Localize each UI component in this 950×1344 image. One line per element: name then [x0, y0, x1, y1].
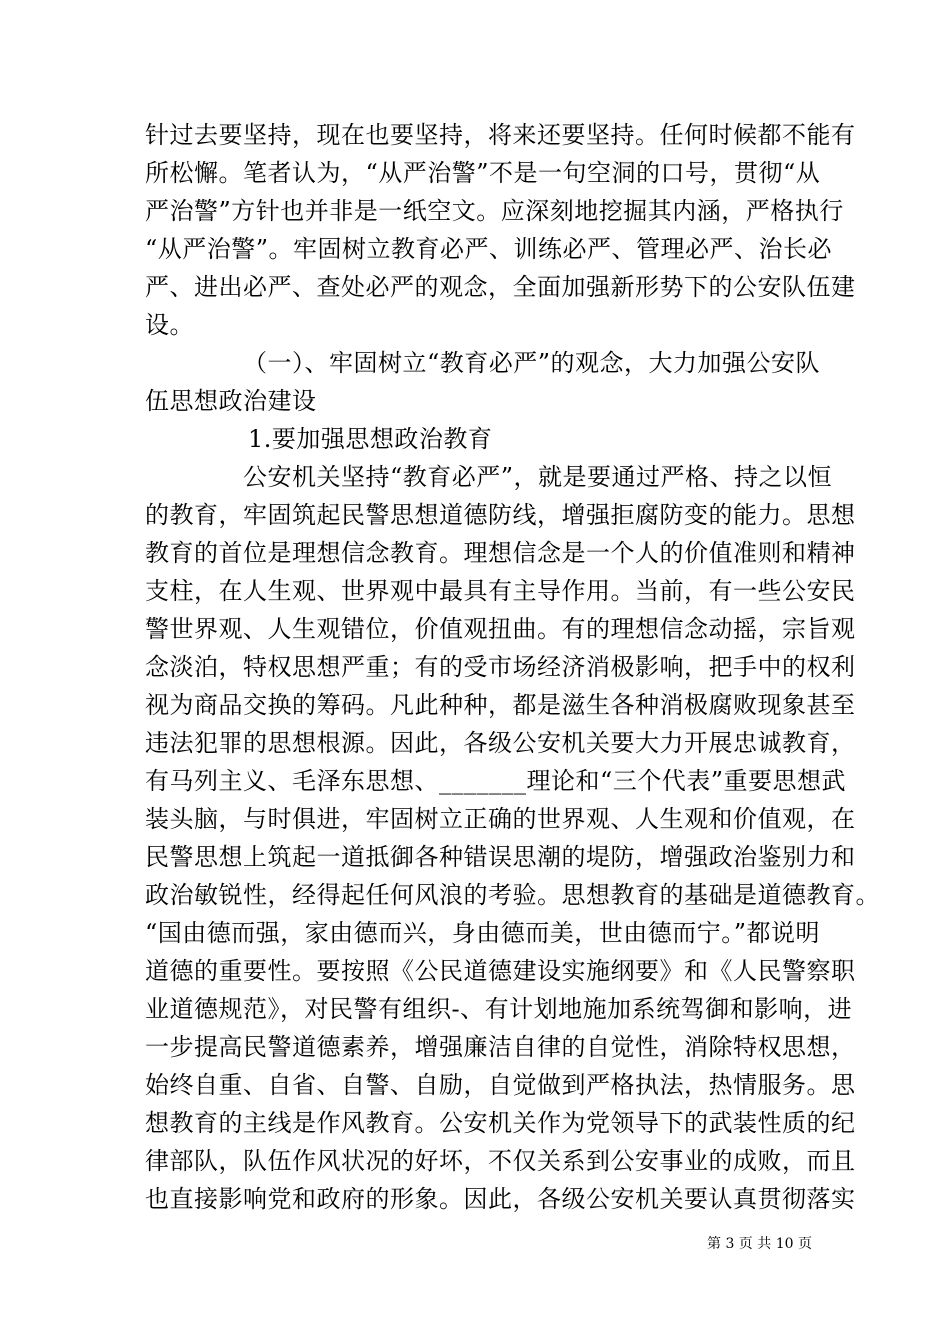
- body-line: “从严治警”。牢固树立教育必严、训练必严、管理必严、治长必: [145, 235, 833, 263]
- body-line: 所松懈。笔者认为，“从严治警”不是一句空洞的口号，贯彻“从: [145, 159, 821, 187]
- body-line: 严、进出必严、查处必严的观念，全面加强新形势下的公安队伍建: [145, 273, 856, 301]
- subsection-heading: 1.要加强思想政治教育: [248, 425, 493, 453]
- body-line: 支柱，在人生观、世界观中最具有主导作用。当前，有一些公安民: [145, 577, 856, 605]
- body-line: 违法犯罪的思想根源。因此，各级公安机关要大力开展忠诚教育，: [145, 729, 856, 757]
- body-line: 有马列主义、毛泽东思想、_______理论和“三个代表”重要思想武: [145, 767, 847, 795]
- body-line: 的教育，牢固筑起民警思想道德防线，增强拒腐防变的能力。思想: [145, 501, 856, 529]
- body-line: 也直接影响党和政府的形象。因此，各级公安机关要认真贯彻落实: [145, 1185, 856, 1213]
- body-line: 教育的首位是理想信念教育。理想信念是一个人的价值准则和精神: [145, 539, 856, 567]
- body-line: 始终自重、自省、自警、自励，自觉做到严格执法，热情服务。思: [145, 1071, 856, 1099]
- body-line: 一步提高民警道德素养，增强廉洁自律的自觉性，消除特权思想，: [145, 1033, 856, 1061]
- body-line: 警世界观、人生观错位，价值观扭曲。有的理想信念动摇，宗旨观: [145, 615, 856, 643]
- body-line: 视为商品交换的筹码。凡此种种，都是滋生各种消极腐败现象甚至: [145, 691, 856, 719]
- body-line: 设。: [145, 311, 194, 339]
- body-line: 想教育的主线是作风教育。公安机关作为党领导下的武装性质的纪: [145, 1109, 856, 1137]
- body-line: 道德的重要性。要按照《公民道德建设实施纲要》和《人民警察职: [145, 957, 856, 985]
- body-line: 装头脑，与时俱进，牢固树立正确的世界观、人生观和价值观，在: [145, 805, 856, 833]
- section-heading: 伍思想政治建设: [145, 387, 317, 415]
- body-line: 公安机关坚持“教育必严”，就是要通过严格、持之以恒: [243, 463, 833, 491]
- page-footer: 第 3 页 共 10 页: [707, 1236, 812, 1252]
- body-line: 业道德规范》，对民警有组织-、有计划地施加系统驾御和影响，进: [145, 995, 853, 1023]
- body-line: 念淡泊，特权思想严重；有的受市场经济消极影响，把手中的权利: [145, 653, 856, 681]
- body-line: 严治警”方针也并非是一纸空文。应深刻地挖掘其内涵，严格执行: [145, 197, 844, 225]
- body-line: 针过去要坚持，现在也要坚持，将来还要坚持。任何时候都不能有: [145, 121, 856, 149]
- body-line: 政治敏锐性，经得起任何风浪的考验。思想教育的基础是道德教育。: [145, 881, 880, 909]
- body-line: 民警思想上筑起一道抵御各种错误思潮的堤防，增强政治鉴别力和: [145, 843, 856, 871]
- body-line: “国由德而强，家由德而兴，身由德而美，世由德而宁。”都说明: [145, 919, 821, 947]
- body-line: 律部队，队伍作风状况的好坏，不仅关系到公安事业的成败，而且: [145, 1147, 856, 1175]
- section-heading: （一）、牢固树立“教育必严”的观念，大力加强公安队: [243, 349, 821, 377]
